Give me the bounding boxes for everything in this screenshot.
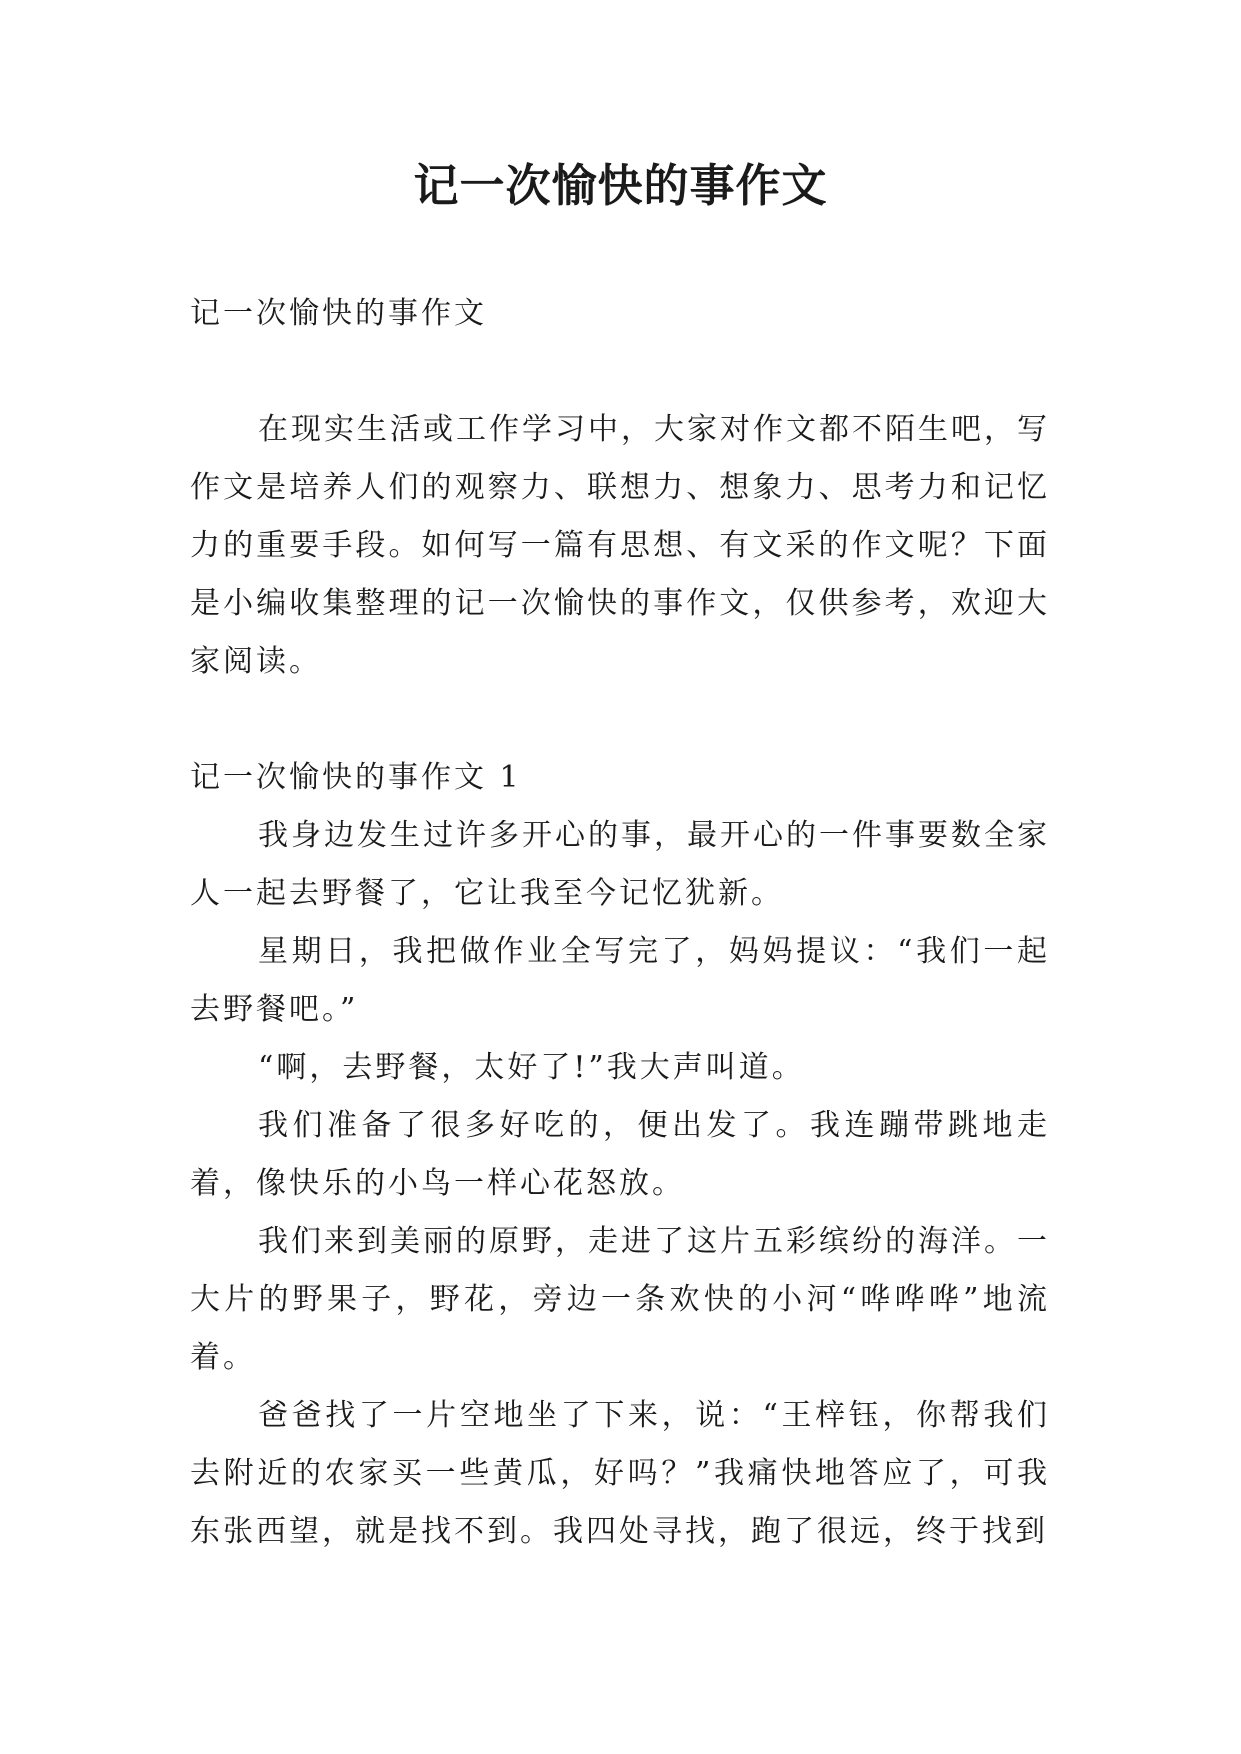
intro-paragraph: 在现实生活或工作学习中，大家对作文都不陌生吧，写作文是培养人们的观察力、联想力、想象力、思考力和记忆力的重要手段。如何写一篇有思想、有文采的作文呢？下面是小编收集整理的记一次愉快的事作文，仅供参考，欢迎大家阅读。 — [190, 412, 1050, 679]
body-paragraph: 星期日，我把做作业全写完了，妈妈提议：“我们一起去野餐吧。” — [190, 934, 1050, 1027]
section-heading: 记一次愉快的事作文 1 — [190, 760, 522, 795]
body-paragraph: “啊，去野餐，太好了!”我大声叫道。 — [258, 1050, 805, 1085]
body-paragraph: 爸爸找了一片空地坐了下来，说：“王梓钰，你帮我们去附近的农家买一些黄瓜，好吗？”我痛快地答应了，可我东张西望，就是找不到。我四处寻找，跑了很远，终于找到 — [190, 1398, 1050, 1549]
document-subtitle: 记一次愉快的事作文 — [190, 296, 487, 331]
body-paragraph: 我身边发生过许多开心的事，最开心的一件事要数全家人一起去野餐了，它让我至今记忆犹新。 — [190, 818, 1050, 911]
body-paragraph: 我们来到美丽的原野，走进了这片五彩缤纷的海洋。一大片的野果子，野花，旁边一条欢快的小河“哗哗哗”地流着。 — [190, 1224, 1050, 1375]
document-title: 记一次愉快的事作文 — [413, 159, 828, 212]
body-paragraph: 我们准备了很多好吃的，便出发了。我连蹦带跳地走着，像快乐的小鸟一样心花怒放。 — [190, 1108, 1050, 1201]
document-body — [190, 285, 1050, 1561]
